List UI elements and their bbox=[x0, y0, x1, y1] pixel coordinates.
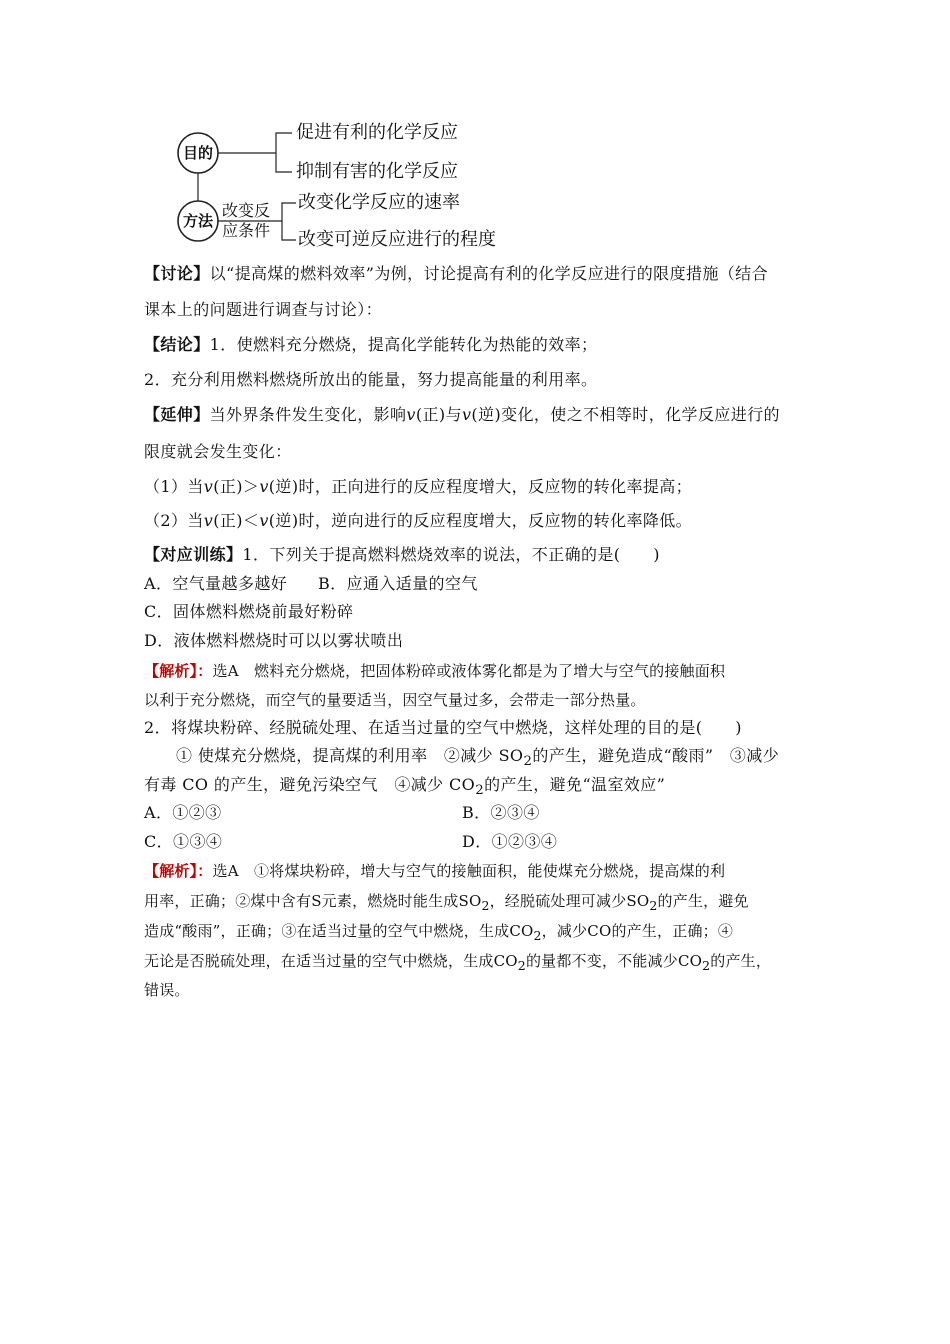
q2-statement-line-1: ① 使煤充分燃烧，提高煤的利用率 ②减少 $SO_2$的产生，避免造成“酸雨” ③减少 bbox=[176, 746, 780, 770]
method-condition-bottom: 应条件 bbox=[222, 221, 271, 240]
q1-analysis-line-1: 【解析】：选A 燃料充分燃烧，把固体粉碎或液体雾化都是为了增大与空气的接触面积 bbox=[144, 662, 726, 680]
extension-tag: 【延伸】 bbox=[144, 405, 210, 424]
discussion-line-2: 课本上的问题进行调查与讨论）： bbox=[144, 300, 383, 319]
q1-option-d: D．液体燃料燃烧时可以以雾状喷出 bbox=[144, 631, 404, 650]
discussion-tag: 【讨论】 bbox=[144, 264, 210, 283]
question-1: 【对应训练】1．下列关于提高燃料燃烧效率的说法，不正确的是( ) bbox=[144, 545, 660, 564]
question-2: 2．将煤块粉碎、经脱硫处理、在适当过量的空气中燃烧，这样处理的目的是( ) bbox=[144, 718, 742, 737]
analysis-tag: 【解析】： bbox=[144, 662, 213, 680]
extension-line-1: 【延伸】当外界条件发生变化，影响v(正)与v(逆)变化，使之不相等时，化学反应进行的 bbox=[144, 405, 780, 424]
q2-option-d: D．①②③④ bbox=[462, 832, 558, 851]
conclusion-item-2: 2．充分利用燃料燃烧所放出的能量，努力提高能量的利用率。 bbox=[144, 370, 598, 389]
method-item-2: 改变可逆反应进行的程度 bbox=[298, 229, 496, 250]
q2-analysis-line-1: 【解析】：选A ①将煤块粉碎，增大与空气的接触面积，能使煤充分燃烧，提高煤的利 bbox=[144, 862, 726, 880]
goal-label: 目的 bbox=[182, 144, 213, 162]
q2-option-b: B．②③④ bbox=[462, 803, 540, 822]
q2-analysis-line-5: 错误。 bbox=[144, 981, 190, 999]
q1-option-b: B．应通入适量的空气 bbox=[318, 574, 478, 593]
method-item-1: 改变化学反应的速率 bbox=[298, 192, 460, 213]
extension-case-1: （1）当v(正)＞v(逆)时，正向进行的反应程度增大，反应物的转化率提高； bbox=[144, 477, 693, 496]
q1-option-c: C．固体燃料燃烧前最好粉碎 bbox=[144, 602, 354, 621]
diagram-lines bbox=[0, 0, 950, 260]
q2-analysis-line-3: 造成“酸雨”，正确；③在适当过量的空气中燃烧，生成$CO_2$，减少CO的产生，正确；④ bbox=[144, 922, 734, 943]
conclusion-item-1: 【结论】1．使燃料充分燃烧，提高化学能转化为热能的效率； bbox=[144, 335, 598, 354]
goal-item-1: 促进有利的化学反应 bbox=[296, 122, 458, 143]
method-condition-top: 改变反 bbox=[222, 201, 271, 220]
q2-option-c: C．①③④ bbox=[144, 832, 223, 851]
q1-option-a: A．空气量越多越好 bbox=[144, 574, 288, 593]
extension-line-2: 限度就会发生变化： bbox=[144, 442, 292, 461]
q2-statement-line-2: 有毒 CO 的产生，避免污染空气 ④减少 $CO_2$的产生，避免“温室效应” bbox=[144, 775, 666, 799]
method-bracket bbox=[282, 203, 296, 240]
conclusion-tag: 【结论】 bbox=[144, 335, 210, 354]
training-tag: 【对应训练】 bbox=[144, 545, 243, 564]
method-label: 方法 bbox=[182, 212, 213, 230]
q2-analysis-line-4: 无论是否脱硫处理，在适当过量的空气中燃烧，生成$CO_2$的量都不变，不能减少$CO_2$的产生， bbox=[144, 952, 772, 973]
q2-option-a: A．①②③ bbox=[144, 803, 222, 822]
goal-item-2: 抑制有害的化学反应 bbox=[296, 161, 458, 182]
q1-analysis-line-2: 以利于充分燃烧，而空气的量要适当，因空气量过多，会带走一部分热量。 bbox=[144, 691, 646, 709]
extension-case-2: （2）当v(正)＜v(逆)时，逆向进行的反应程度增大，反应物的转化率降低。 bbox=[144, 511, 693, 530]
discussion-line-1: 【讨论】以“提高煤的燃料效率”为例，讨论提高有利的化学反应进行的限度措施（结合 bbox=[144, 264, 768, 283]
q2-analysis-line-2: 用率，正确；②煤中含有S元素，燃烧时能生成$SO_2$，经脱硫处理可减少$SO_2$的产生，避免 bbox=[144, 892, 749, 913]
goal-bracket bbox=[276, 133, 292, 172]
